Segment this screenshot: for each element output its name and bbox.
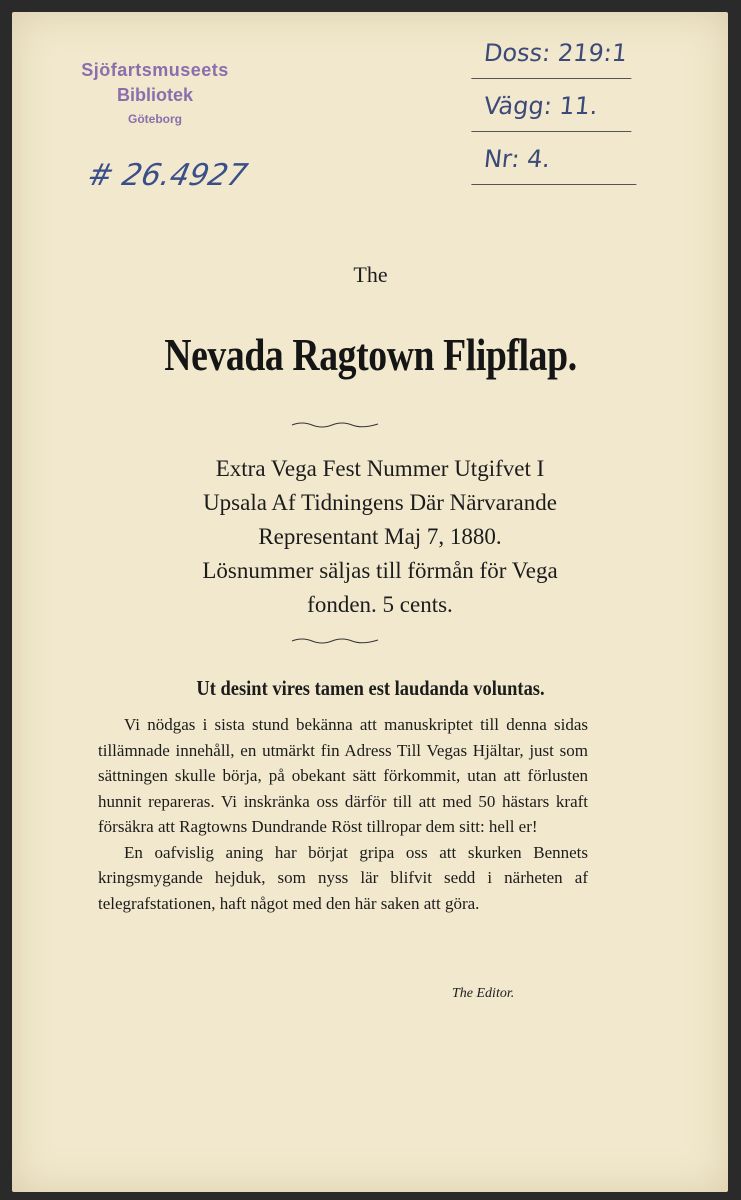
subtitle-line-5: fonden. 5 cents. xyxy=(307,592,453,617)
stamp-line-2: Bibliotek xyxy=(116,85,193,105)
subtitle-line-2: Upsala Af Tidningens Där Närvarande xyxy=(203,490,557,515)
stamp-line-1: Sjöfartsmuseets xyxy=(81,60,229,80)
shelfmark-block xyxy=(474,28,634,187)
subtitle-block xyxy=(90,452,670,622)
accession-number: # 26.4927 xyxy=(84,158,251,193)
motto-heading: Ut desint vires tamen est laudanda voluntas. xyxy=(196,676,545,700)
paragraph-1: Vi nödgas i sista stund bekänna att manuskriptet till denna sidas tillämnade innehåll, en utmärkt fin Adress Till Vegas Hjältar, just som sättningen skulle börja, på obekant sätt förkommit, utan att förlusten hunnit repareras. Vi inskränka oss därför till att med 50 hästars kraft försäkra att Ragtowns Dundrande Röst tillropar dem sitt: hell er! xyxy=(98,715,588,836)
library-stamp xyxy=(50,60,260,126)
pre-title: The xyxy=(353,262,388,287)
ornament-divider-2 xyxy=(290,636,380,644)
editor-signature: The Editor. xyxy=(452,986,515,1001)
paragraph-2: En oafvislig aning har börjat gripa oss att skurken Bennets kringsmygande hejduk, som nyss lär blifvit sedd i närheten af telegrafstationen, haft något med den här saken att göra. xyxy=(98,842,588,913)
shelfmark-doss: Doss: 219:1 xyxy=(471,28,636,79)
shelfmark-vagg: Vägg: 11. xyxy=(471,81,636,132)
page-title: Nevada Ragtown Flipflap. xyxy=(164,329,577,380)
subtitle-line-4: Lösnummer säljas till förmån för Vega xyxy=(202,558,558,583)
subtitle-line-1: Extra Vega Fest Nummer Utgifvet I xyxy=(215,456,545,481)
stamp-line-3: Göteborg xyxy=(128,112,182,126)
subtitle-line-3: Representant Maj 7, 1880. xyxy=(258,524,502,549)
shelfmark-nr: Nr: 4. xyxy=(471,134,641,185)
article-body xyxy=(98,712,588,916)
ornament-divider-1 xyxy=(290,420,380,428)
